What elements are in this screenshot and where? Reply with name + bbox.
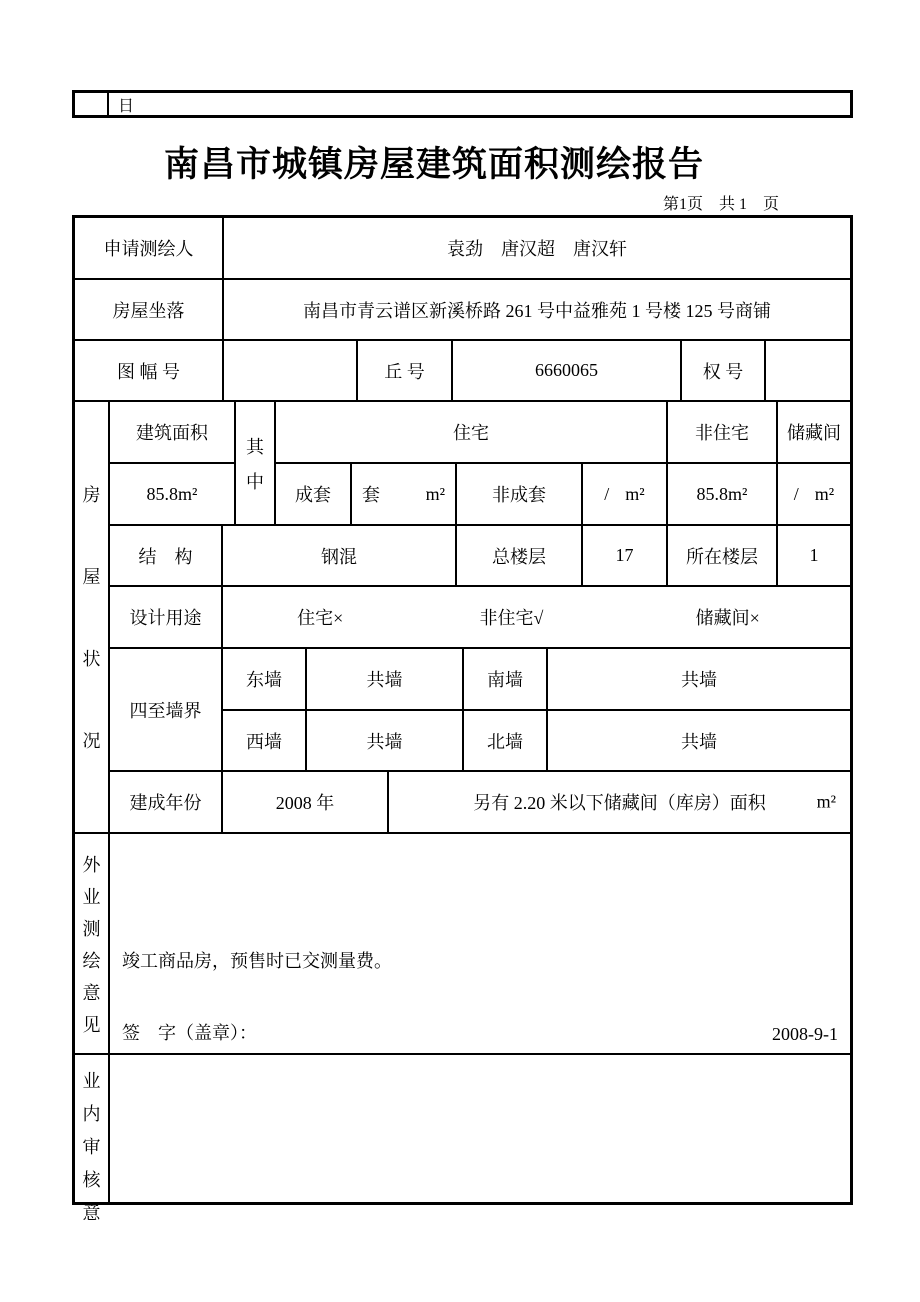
located-floor-value: 1 [809,545,819,565]
located-floor-label: 所在楼层 [668,526,778,585]
applicant-label: 申请测绘人 [75,218,224,278]
vertical-char: 意 [82,982,101,1003]
map-sheet-label: 图 幅 号 [75,341,224,400]
top-bar-empty-cell [75,93,109,115]
survey-report-table [72,215,853,1223]
row-year-built [110,772,850,832]
storage-value-cell [778,464,850,524]
storage-header: 储藏间 [778,402,850,464]
field-survey-comment: 竣工商品房，预售时已交测量费。 [122,951,392,971]
top-remnant-bar [72,90,853,118]
set-unit-cell [352,464,457,524]
vertical-char: 况 [82,731,101,751]
set-label: 套 [362,485,380,505]
west-wall-label: 西墙 [223,711,307,770]
usage-residential: 住宅× [297,608,344,628]
internal-review-vertical-label [75,1055,110,1223]
designed-usage-values [223,587,850,647]
building-area-label: 建筑面积 [110,402,234,464]
vertical-char: 审 [82,1137,101,1157]
section-field-survey [75,834,850,1055]
plot-number-value: 6660065 [453,341,682,400]
vertical-char: 业 [82,1071,101,1091]
year-built-value: 2008 年 [223,772,389,832]
row-applicant [75,218,850,280]
non-residential-header: 非住宅 [668,402,776,464]
storage-note-text: 另有 2.20 米以下储藏间（库房）面积 [473,793,766,813]
total-floors-value: 17 [583,526,668,585]
year-built-label: 建成年份 [110,772,223,832]
signature-label: 签 字（盖章）： [122,1023,257,1043]
plot-number-label: 丘 号 [358,341,453,400]
residential-header: 住宅 [276,402,666,464]
structure-label: 结 构 [110,526,223,585]
building-area-value: 85.8m² [146,483,198,504]
location-label: 房屋坐落 [75,280,224,339]
vertical-char: 测 [82,918,101,939]
total-floors-label: 总楼层 [457,526,583,585]
row-four-walls [110,649,850,772]
page-number-info: 第1页 共 1 页 [662,196,779,213]
vertical-char: 中 [246,471,264,492]
row-designed-usage [110,587,850,649]
section-house-status [75,402,850,834]
vertical-char: 绘 [82,950,101,971]
storage-unit: m² [814,483,835,504]
right-number-value [766,341,850,400]
non-residential-value: 85.8m² [696,483,748,504]
applicant-value: 袁劲 唐汉超 唐汉轩 [447,239,627,259]
vertical-char: 房 [82,485,101,505]
set-unit: m² [425,483,445,504]
vertical-char: 业 [82,886,101,907]
incomplete-set-value: / [604,483,610,504]
west-wall-value: 共墙 [307,711,464,770]
storage-note-unit: m² [816,791,836,812]
south-wall-value: 共墙 [681,670,717,690]
vertical-char: 意 [82,1203,101,1223]
vertical-char: 外 [82,854,101,875]
section-internal-review [75,1055,850,1223]
storage-note-cell [389,772,850,832]
designed-usage-label: 设计用途 [110,587,223,647]
storage-value: / [793,483,799,504]
house-status-vertical-label [75,402,110,832]
row-building-area [110,402,850,526]
incomplete-set-unit: m² [625,483,645,504]
incomplete-set-value-cell [583,464,666,524]
usage-storage: 储藏间× [695,608,760,628]
vertical-char: 屋 [82,567,101,587]
east-wall-value: 共墙 [307,649,464,709]
vertical-char: 见 [82,1014,101,1035]
incomplete-set-label: 非成套 [457,464,583,524]
north-wall-value: 共墙 [681,731,717,752]
structure-value: 钢混 [223,526,457,585]
location-value: 南昌市青云谱区新溪桥路 261 号中益雅苑 1 号楼 125 号商铺 [303,300,771,321]
vertical-char: 状 [82,649,101,669]
row-location [75,280,850,341]
north-wall-label: 北墙 [464,711,548,770]
signature-date: 2008-9-1 [772,1024,838,1044]
field-survey-content [110,834,850,1053]
row-structure [110,526,850,587]
south-wall-label: 南墙 [464,649,548,709]
usage-non-residential: 非住宅√ [479,608,544,628]
qizhong-label [236,402,276,524]
page-title: 南昌市城镇房屋建筑面积测绘报告 [163,145,704,184]
internal-review-content [110,1055,850,1202]
top-bar-date-label: 日 [118,97,135,115]
east-wall-label: 东墙 [223,649,307,709]
four-walls-label: 四至墙界 [110,649,223,770]
right-number-label: 权 号 [682,341,766,400]
map-sheet-value [224,341,358,400]
vertical-char: 内 [82,1104,101,1124]
complete-set-label: 成套 [276,464,352,524]
field-survey-vertical-label [75,834,110,1053]
vertical-char: 核 [82,1170,101,1190]
row-map-number [75,341,850,402]
vertical-char: 其 [246,436,264,457]
